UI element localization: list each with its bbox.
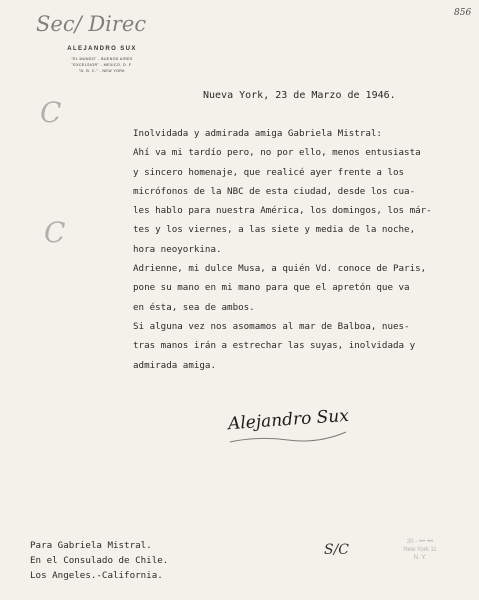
signature-flourish [228,406,348,446]
stamp-line: New York 11 [403,547,437,553]
letterhead-line: "EXCELSIOR" - MEXICO, D. F. [71,63,133,67]
margin-mark: C [44,216,66,249]
faded-stamp [389,538,451,562]
stamp-line: 30 - ••• ••• [406,539,434,545]
letterhead-line: "N. B. C." - NEW YORK [78,69,126,73]
handwritten-annotation: Sec/ Direc [36,12,147,36]
paragraph: Si alguna vez nos asomamos al mar de Balboa, nues- tras manos irán a estrechar las suyas, inolvidada y admirada amiga. [133,320,416,371]
stamp-line: N. Y. [413,555,427,561]
paragraph: Adrienne, mi dulce Musa, a quién Vd. conoce de Paris, pone su mano en mi mano para que el apretón que va en ésta, sea de ambos. [133,263,427,313]
page-number: 856 [454,8,472,18]
paragraph: Ahí va mi tardío pero, no por ello, menos entusiasta y sincero homenaje, que realicé ayer frente a los micrófonos de la NBC de esta ciudad, desde los cua- les hablo para nuestra América, los domingos, los már- tes y los viernes, a las siete y media de la noche, hora neoyorkina. [133,147,432,255]
salutation: Inolvidada y admirada amiga Gabriela Mistral: [133,128,382,139]
address-line: Los Angeles.-California. [30,570,163,581]
letterhead [57,46,147,74]
letter-body [133,124,445,375]
recipient-address [30,538,168,583]
sc-mark: S/C [324,542,350,558]
address-line: Para Gabriela Mistral. [30,540,152,551]
letterhead-name: ALEJANDRO SUX [67,46,137,52]
letter-date: Nueva York, 23 de Marzo de 1946. [203,90,396,101]
margin-mark: C [40,96,62,129]
address-line: En el Consulado de Chile. [30,555,169,566]
signature: Alejandro Sux [227,405,350,435]
letterhead-line: "EL MUNDO" - BUENOS AIRES [71,57,133,61]
